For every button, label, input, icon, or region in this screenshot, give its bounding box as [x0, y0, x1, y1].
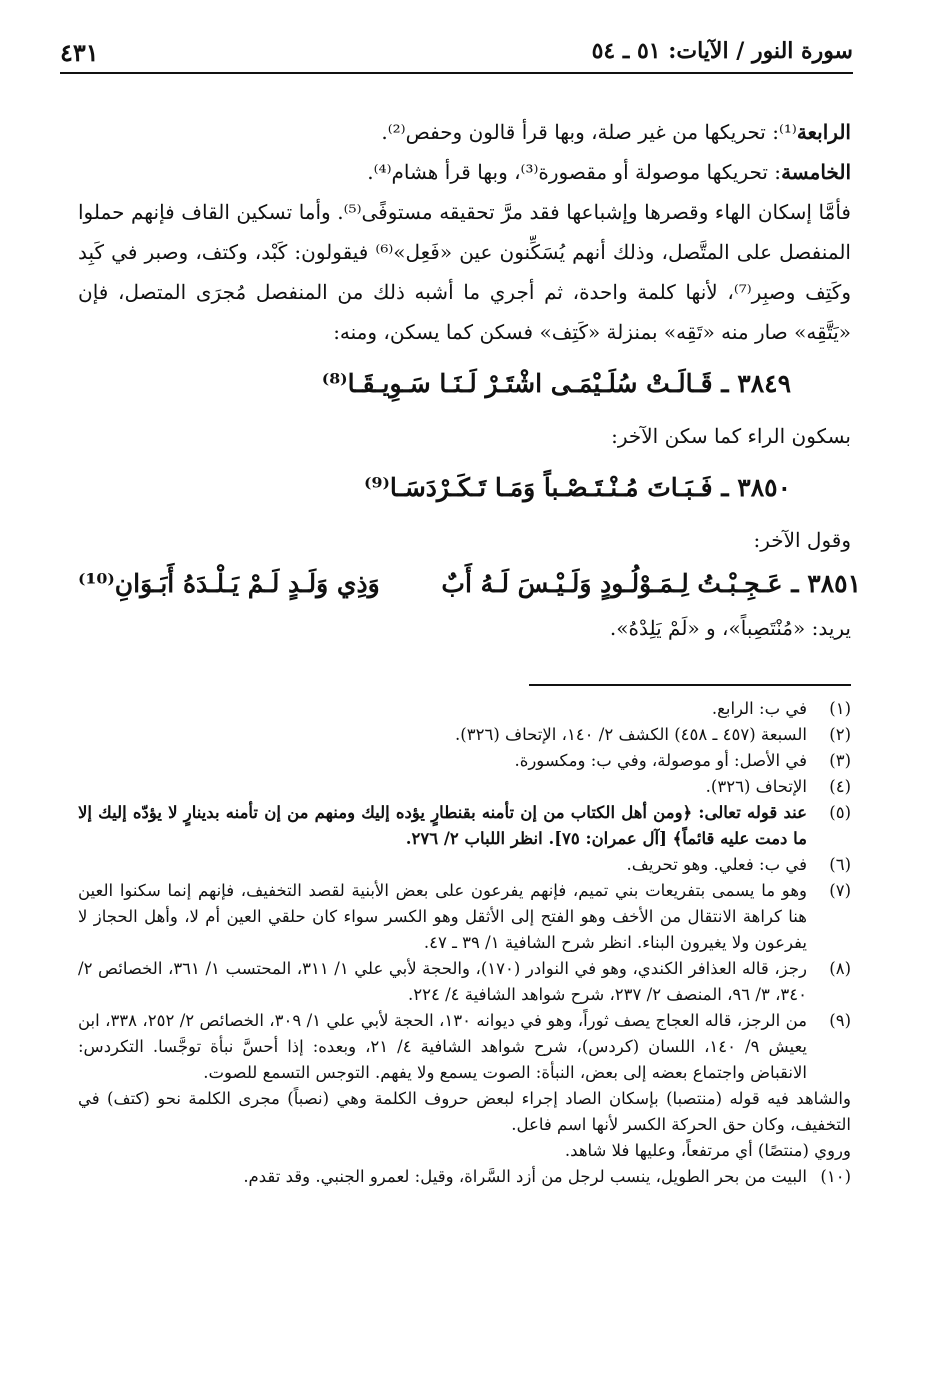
verse-3851-first-hemistich: ٣٨٥١ ـ عَـجِـبْـتُ لِـمَـوْلُـودٍ وَلَـيْـسَ لَـهُ أَبٌ: [441, 569, 861, 598]
footnote: [78, 722, 851, 748]
footnote-number: (٧): [829, 881, 851, 900]
footnote-text: السبعة (٤٥٧ ـ ٤٥٨) الكشف ٢/ ١٤٠، الإتحاف (٣٢٦).: [455, 725, 807, 744]
footnote-number: (٥): [829, 803, 851, 822]
text-fifth: : تحريكها موصولة أو مقصورة⁽³⁾، وبها قرأ هشام⁽⁴⁾.: [367, 160, 782, 184]
footnote-number: (١٠): [820, 1167, 851, 1186]
footnote: [78, 1164, 851, 1190]
page-header: [60, 38, 853, 78]
footnote-text: وهو ما يسمى بتفريعات بني تميم، فإنهم يفرعون على بعض الأبنية لقصد التخفيف، فإنهم إنما سكنوا العين هنا كراهة الانتقال من الأخف وهو الفتح إلى الأثقل وهو الكسر سواء كان حلقي العين أم لا، وأهل الحجاز لا يفرعون ولا يغيرون البناء. انظر شرح الشافية ١/ ٣٩ ـ ٤٧.: [78, 881, 807, 952]
paragraph-sukun: بسكون الراء كما سكن الآخر:: [611, 424, 851, 448]
footnote: [78, 1008, 851, 1086]
footnote-text: في ب: فعلي. وهو تحريف.: [626, 855, 807, 874]
paragraph-explanation: فأمَّا إسكان الهاء وقصرها وإشباعها فقد مرَّ تحقيقه مستوفًى⁽⁵⁾. وأما تسكين القاف فإنهم حملوا المنفصل على المتَّصل، وذلك أنهم يُسَكِّنون عين «فَعِل»⁽⁶⁾ فيقولون: كَبْد، وكتف، وصبر في كَبِد وكَتِف وصبِر⁽⁷⁾، لأنها كلمة واحدة، ثم أجري ما أشبه ذلك من المنفصل مُجرَى المتصل، فإن «يَتَّقِه» صار منه «تَقِه» بمنزلة «كَتِف» فسكن كما يسكن، ومنه:: [78, 200, 851, 344]
footnote: [78, 878, 851, 956]
footnote-text: في ب: الرابع.: [711, 699, 807, 718]
footnotes: [78, 696, 851, 1190]
footnote-text: وروي (منتصًا) أي مرتفعاً، وعليها فلا شاهد.: [564, 1141, 851, 1160]
footnote-continuation: [78, 1138, 851, 1164]
paragraph-fourth: [78, 112, 851, 152]
footnote-text: والشاهد فيه قوله (منتصبا) بإسكان الصاد إجراء لبعض حروف الكلمة وهي (نصباً) مجرى الكلمة نحو (كتف) في التخفيف، وكان حق الحركة الكسر لأنها اسم فاعل.: [78, 1089, 851, 1134]
header-rule: [60, 72, 853, 74]
text-fourth: ⁽¹⁾: تحريكها من غير صلة، وبها قرأ قالون وحفص⁽²⁾.: [381, 120, 797, 144]
footnote: [78, 748, 851, 774]
verse-3849: ٣٨٤٩ ـ قَـالَـتْ سُلَـيْمَـى اشْتَـرْ لَـنَـا سَـوِيـقَـا⁽⁸⁾: [321, 369, 791, 398]
footnote: [78, 774, 851, 800]
verse-3850: ٣٨٥٠ ـ فَـبَـاتَ مُـنْـتَـصْـباً وَمَـا تَـكَـرْدَسَـا⁽⁹⁾: [364, 473, 791, 502]
running-title: سورة النور / الآيات: ٥١ ـ ٥٤: [591, 38, 853, 64]
footnote-text: عند قوله تعالى: ﴿ومن أهل الكتاب من إن تأمنه بقنطارٍ يؤده إليك ومنهم من إن تأمنه بدينارٍ لا يؤدّه إليك إلا ما دمت عليه قائماً﴾ [آل عمران: ٧٥]. انظر اللباب ٢/ ٢٧٦.: [78, 803, 807, 848]
label-fourth: الرابعة: [796, 120, 851, 144]
footnote: [78, 800, 851, 852]
footnote-number: (٩): [829, 1011, 851, 1030]
verse-3851-second-hemistich: وَذِي وَلَـدٍ لَـمْ يَـلْـدَهُ أَبَـوَانِ⁽¹⁰⁾: [78, 569, 380, 598]
paragraph-other-saying: وقول الآخر:: [753, 528, 851, 552]
footnote-number: (٣): [829, 751, 851, 770]
paragraph-fifth: [78, 152, 851, 192]
paragraph-meaning: يريد: «مُنْتَصِباً»، و «لَمْ يَلِدْهُ».: [609, 616, 851, 640]
main-text: [78, 112, 861, 648]
footnote-text: رجز، قاله العذافر الكندي، وهو في النوادر (١٧٠)، والحجة لأبي علي ١/ ٣١١، المحتسب ١/ ٣٦١، الخصائص ٢/ ٣٤٠، ٣/ ٩٦، المنصف ٢/ ٢٣٧، شرح شواهد الشافية ٤/ ٢٢٤.: [78, 959, 807, 1004]
footnote-number: (٢): [829, 725, 851, 744]
footnote-text: البيت من بحر الطويل، ينسب لرجل من أزد السَّراة، وقيل: لعمرو الجنبي. وقد تقدم.: [243, 1167, 807, 1186]
footnote-number: (١): [829, 699, 851, 718]
footnote-number: (٤): [829, 777, 851, 796]
footnote-number: (٨): [829, 959, 851, 978]
footnote-continuation: [78, 1086, 851, 1138]
page-number: ٤٣١: [60, 38, 99, 67]
footnote-number: (٦): [829, 855, 851, 874]
label-fifth: الخامسة: [781, 160, 851, 184]
footnote: [78, 956, 851, 1008]
footnote: [78, 852, 851, 878]
verse-3851: [78, 560, 861, 608]
footnote-text: في الأصل: أو موصولة، وفي ب: ومكسورة.: [514, 751, 807, 770]
footnote: [78, 696, 851, 722]
footnote-separator: [529, 684, 851, 686]
footnote-text: الإتحاف (٣٢٦).: [705, 777, 807, 796]
footnote-text: من الرجز، قاله العجاج يصف ثوراً، وهو في ديوانه ١٣٠، الحجة لأبي علي ١/ ٣٠٩، الخصائص ٢/ ٢٥٢، ٣٣٨، ابن يعيش ٩/ ١٤٠، اللسان (كردس)، شرح شواهد الشافية ٤/ ٢١، وبعده: إذا أحسَّ نبأة توجَّسا. التكردس: الانقباض واجتماع بعضه إلى بعض، النبأة: الصوت يسمع ولا يفهم. التوجس التسمع للصوت.: [78, 1011, 808, 1082]
